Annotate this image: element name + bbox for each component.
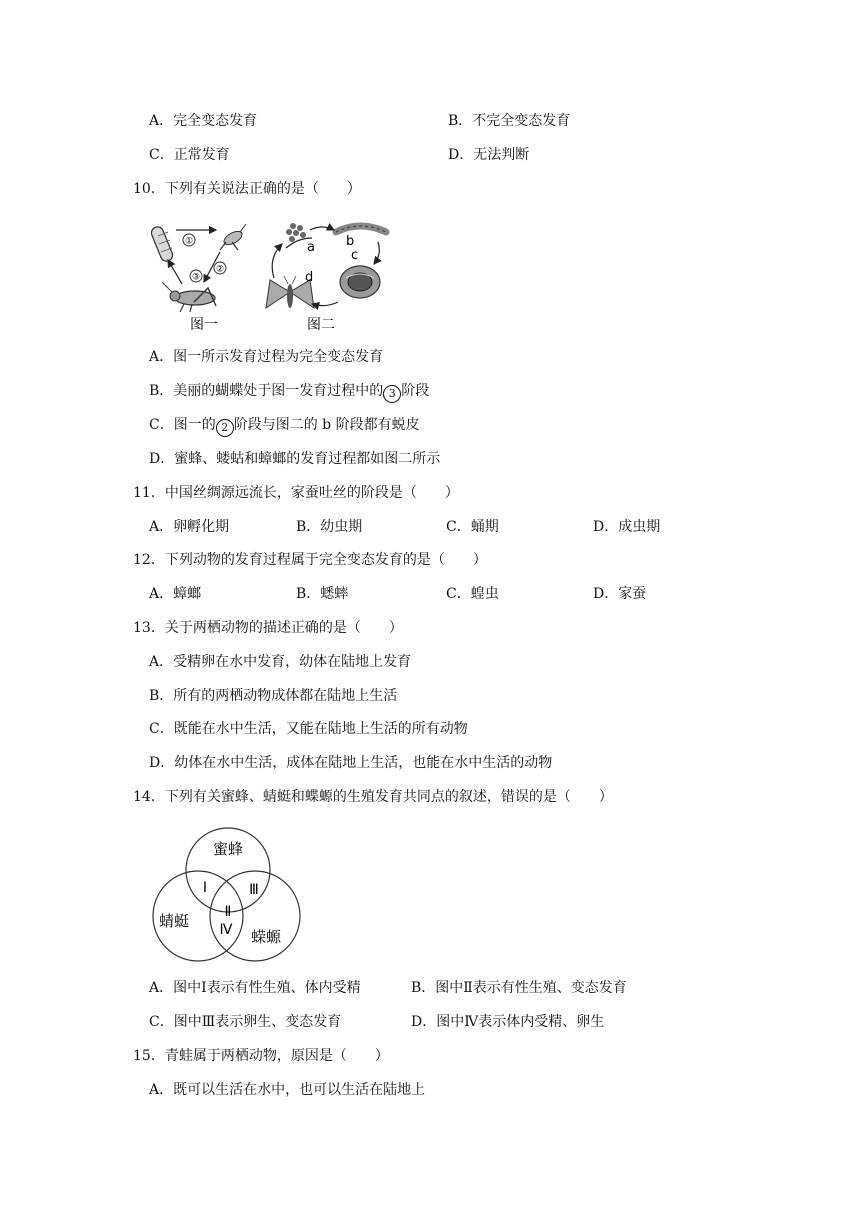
q14-option-c: C．图中Ⅲ表示卵生、变态发育 bbox=[149, 1014, 342, 1030]
q10-option-a: A．图一所示发育过程为完全变态发育 bbox=[149, 349, 384, 365]
q11-stem: 11．中国丝绸源远流长，家蚕吐丝的阶段是（ ） bbox=[133, 485, 459, 501]
stage-label-d: d bbox=[305, 270, 314, 285]
larva-icon bbox=[336, 226, 386, 232]
q14-option-a: A．图中Ⅰ表示有性生殖、体内受精 bbox=[149, 980, 361, 996]
venn-region-2: Ⅱ bbox=[224, 904, 232, 920]
pupa-icon bbox=[340, 266, 380, 298]
q11-option-d: D．成虫期 bbox=[593, 519, 661, 535]
stage-label-c: c bbox=[351, 248, 359, 263]
q11-option-b: B．幼虫期 bbox=[296, 519, 363, 535]
q9-option-b: B．不完全变态发育 bbox=[448, 113, 571, 129]
q12-option-a: A．蟑螂 bbox=[149, 586, 202, 602]
figure-two-cycle bbox=[266, 223, 386, 333]
figure-one-cycle bbox=[150, 224, 246, 333]
q14-venn-diagram bbox=[150, 826, 305, 962]
venn-label-left: 蜻蜓 bbox=[158, 912, 190, 930]
stage-label-1 bbox=[183, 234, 195, 247]
svg-text:③: ③ bbox=[191, 272, 201, 283]
q13-option-b: B．所有的两栖动物成体都在陆地上生活 bbox=[149, 688, 398, 704]
q14-option-d: D．图中Ⅳ表示体内受精、卵生 bbox=[411, 1014, 605, 1030]
q13-option-d: D．幼体在水中生活，成体在陆地上生活，也能在水中生活的动物 bbox=[149, 755, 553, 771]
stage-label-2 bbox=[214, 262, 226, 275]
q10-option-b: B．美丽的蝴蝶处于图一发育过程中的 3 阶段 bbox=[149, 381, 429, 403]
q9-option-d: D．无法判断 bbox=[448, 147, 530, 163]
circled-number: 2 bbox=[216, 419, 234, 437]
q10-figure bbox=[150, 218, 395, 336]
venn-label-top: 蜜蜂 bbox=[212, 840, 244, 858]
q13-option-a: A．受精卵在水中发育，幼体在陆地上发育 bbox=[149, 654, 412, 670]
q12-option-d: D．家蚕 bbox=[593, 586, 647, 602]
egg-cluster-icon bbox=[150, 225, 174, 263]
nymph-icon bbox=[220, 224, 246, 250]
q9-option-c: C．正常发育 bbox=[149, 147, 230, 163]
q15-option-a: A．既可以生活在水中，也可以生活在陆地上 bbox=[149, 1082, 426, 1098]
figure-two-caption: 图二 bbox=[307, 317, 335, 333]
q12-stem: 12．下列动物的发育过程属于完全变态发育的是（ ） bbox=[133, 552, 487, 568]
grasshopper-icon bbox=[162, 282, 216, 312]
q14-option-b: B．图中Ⅱ表示有性生殖、变态发育 bbox=[411, 980, 627, 996]
venn-label-right: 蝾螈 bbox=[250, 928, 282, 946]
q13-stem: 13．关于两栖动物的描述正确的是（ ） bbox=[133, 620, 403, 636]
q12-option-b: B．蟋蟀 bbox=[296, 586, 349, 602]
venn-region-1: Ⅰ bbox=[202, 880, 208, 896]
stage-label-3 bbox=[190, 270, 202, 283]
q11-option-c: C．蛹期 bbox=[446, 519, 499, 535]
venn-region-4: Ⅳ bbox=[219, 922, 233, 938]
figure-one-caption: 图一 bbox=[190, 317, 218, 333]
q10-option-c: C．图一的 2 阶段与图二的 b 阶段都有蜕皮 bbox=[149, 415, 420, 437]
q14-stem: 14．下列有关蜜蜂、蜻蜓和蝶螈的生殖发育共同点的叙述，错误的是（ ） bbox=[133, 789, 613, 805]
q13-option-c: C．既能在水中生活，又能在陆地上生活的所有动物 bbox=[149, 721, 468, 737]
q11-option-a: A．卵孵化期 bbox=[149, 519, 230, 535]
stage-label-a: a bbox=[307, 240, 315, 255]
svg-text:②: ② bbox=[215, 264, 225, 275]
q12-option-c: C．蝗虫 bbox=[446, 586, 499, 602]
svg-text:①: ① bbox=[184, 236, 194, 247]
venn-region-3: Ⅲ bbox=[249, 882, 259, 898]
q10-stem: 10．下列有关说法正确的是（ ） bbox=[133, 181, 361, 197]
circled-number: 3 bbox=[383, 385, 401, 403]
q10-option-d: D．蜜蜂、蝼蛄和蟑螂的发育过程都如图二所示 bbox=[149, 451, 441, 467]
q9-option-a: A．完全变态发育 bbox=[149, 113, 258, 129]
q15-stem: 15．青蛙属于两栖动物，原因是（ ） bbox=[133, 1048, 389, 1064]
stage-label-b: b bbox=[346, 234, 355, 249]
